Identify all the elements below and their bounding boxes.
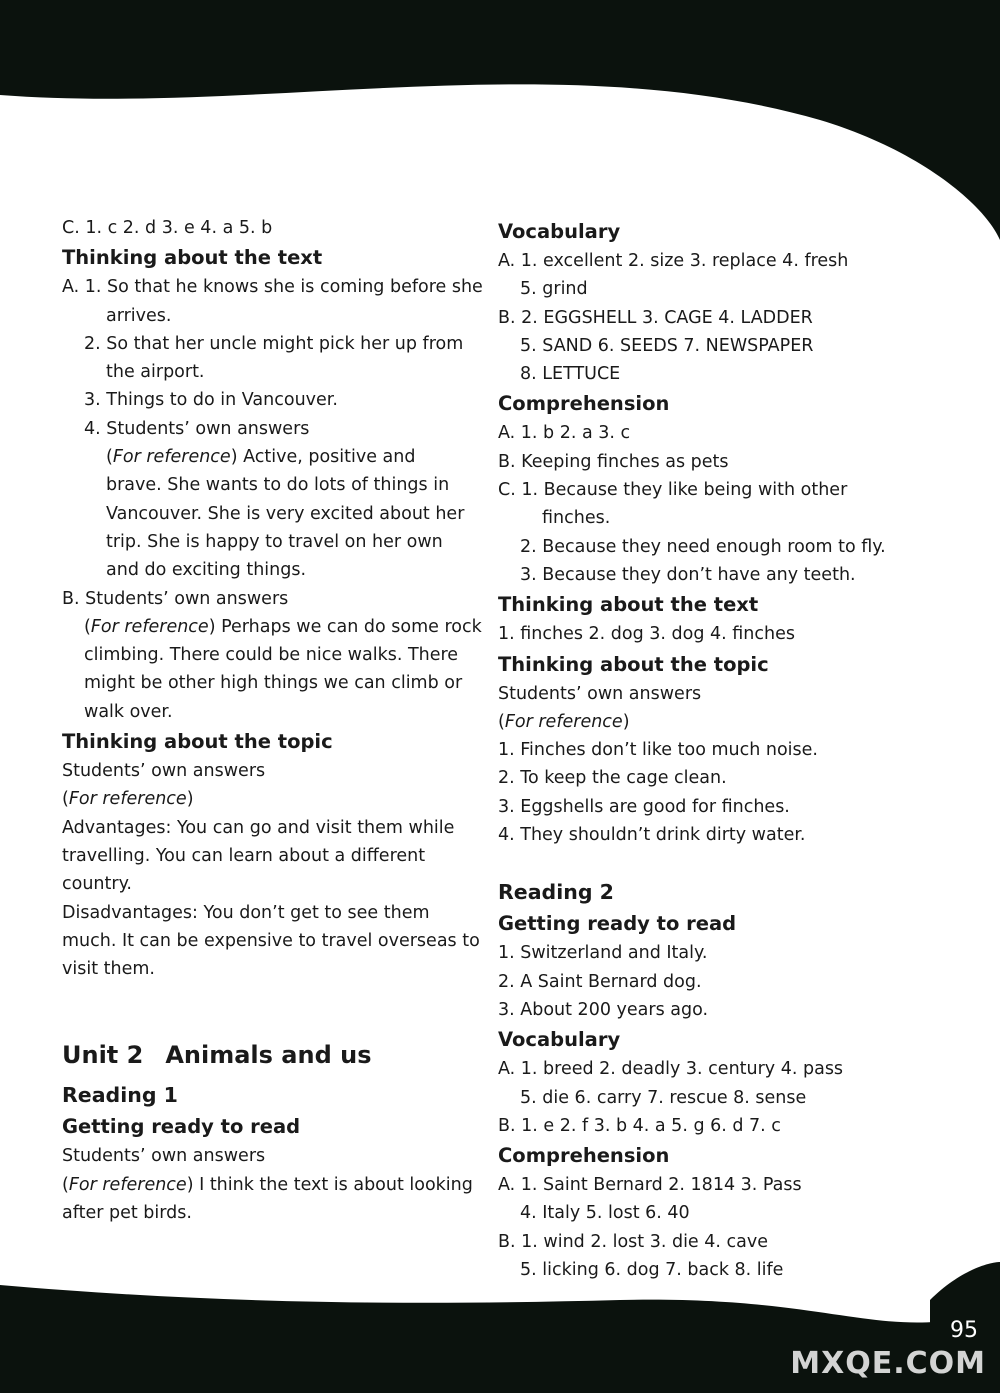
answer-line: 3. About 200 years ago.: [498, 999, 709, 1020]
answer-line: C. 1. Because they like being with other: [498, 480, 848, 501]
answer-line: 2. To keep the cage clean.: [498, 768, 727, 789]
answer-line: 3. Because they don’t have any teeth.: [520, 564, 856, 585]
answer-line: (For reference): [62, 789, 194, 810]
answer-line: (For reference): [498, 711, 630, 732]
answer-line: 4. They shouldn’t drink dirty water.: [498, 825, 806, 846]
answer-line: B. 1. wind 2. lost 3. die 4. cave: [498, 1231, 768, 1252]
answer-line: after pet birds.: [62, 1203, 192, 1224]
answer-line: arrives.: [106, 305, 172, 326]
section-heading: Thinking about the topic: [62, 730, 333, 754]
answer-line: 1. finches 2. dog 3. dog 4. finches: [498, 624, 795, 645]
answer-line: A. 1. breed 2. deadly 3. century 4. pass: [498, 1059, 844, 1080]
answer-line: 1. Switzerland and Italy.: [498, 943, 708, 964]
section-heading: Thinking about the topic: [498, 652, 769, 676]
right-column: [498, 216, 918, 1284]
reference-label: For reference: [504, 711, 623, 732]
answer-line: and do exciting things.: [106, 560, 307, 581]
reference-label: For reference: [90, 616, 209, 637]
answer-line: Students’ own answers: [62, 761, 266, 782]
answer-line: B. Keeping finches as pets: [498, 451, 729, 472]
answer-line: finches.: [542, 508, 611, 529]
section-heading: Thinking about the text: [498, 593, 759, 617]
reference-label: For reference: [68, 1174, 187, 1195]
answer-line: Disadvantages: You don’t get to see them: [62, 902, 430, 923]
answer-line: the airport.: [106, 362, 205, 383]
watermark: MXQE.COM: [790, 1346, 986, 1381]
answer-line: 3. Eggshells are good for finches.: [498, 796, 790, 817]
section-heading: Vocabulary: [498, 1028, 621, 1052]
answer-line: country.: [62, 874, 132, 895]
answer-line: travelling. You can learn about a different: [62, 845, 426, 866]
answer-line: 5. licking 6. dog 7. back 8. life: [520, 1260, 784, 1281]
reading-heading: Reading 2: [498, 880, 614, 905]
answer-line: Advantages: You can go and visit them while: [62, 817, 455, 838]
answer-line: visit them.: [62, 959, 155, 980]
answer-line: 1. Finches don’t like too much noise.: [498, 740, 818, 761]
section-heading: Thinking about the text: [62, 246, 323, 270]
section-heading: Getting ready to read: [62, 1115, 301, 1139]
answer-line: Students’ own answers: [498, 683, 702, 704]
unit-title: Unit 2 Animals and us: [62, 1041, 372, 1070]
answer-line: 4. Italy 5. lost 6. 40: [520, 1203, 690, 1224]
answer-line: C. 1. c 2. d 3. e 4. a 5. b: [62, 218, 273, 238]
reading-heading: Reading 1: [62, 1083, 178, 1108]
answer-line: 2. Because they need enough room to fly.: [520, 536, 886, 557]
answer-line: brave. She wants to do lots of things in: [106, 475, 450, 496]
answer-line: 5. grind: [520, 279, 588, 300]
answer-line: 2. A Saint Bernard dog.: [498, 971, 702, 992]
answer-line: 2. So that her uncle might pick her up from: [84, 333, 464, 354]
answer-line: Students’ own answers: [62, 1146, 266, 1167]
section-heading: Vocabulary: [498, 220, 621, 243]
answer-line: 3. Things to do in Vancouver.: [84, 390, 338, 411]
answer-line: 8. LETTUCE: [520, 364, 621, 385]
answer-line: much. It can be expensive to travel overseas to: [62, 930, 480, 951]
reference-label: For reference: [68, 789, 187, 810]
answer-line: B. 2. EGGSHELL 3. CAGE 4. LADDER: [498, 307, 813, 328]
answer-line: 5. SAND 6. SEEDS 7. NEWSPAPER: [520, 335, 814, 356]
answer-line: B. Students’ own answers: [62, 588, 289, 609]
section-heading: Getting ready to read: [498, 912, 737, 936]
answer-line: walk over.: [84, 701, 173, 722]
answer-line: climbing. There could be nice walks. There: [84, 645, 459, 666]
answer-line: (For reference) I think the text is about looking: [62, 1174, 473, 1195]
answer-line: (For reference) Perhaps we can do some rock: [84, 616, 482, 637]
answer-line: 5. die 6. carry 7. rescue 8. sense: [520, 1087, 807, 1108]
answer-line: A. 1. Saint Bernard 2. 1814 3. Pass: [498, 1175, 802, 1196]
answer-line: A. 1. b 2. a 3. c: [498, 423, 631, 444]
left-column: [62, 214, 482, 1227]
section-heading: Comprehension: [498, 392, 670, 416]
answer-line: 4. Students’ own answers: [84, 418, 310, 439]
answer-line: might be other high things we can climb or: [84, 673, 463, 694]
answer-line: (For reference) Active, positive and: [106, 447, 416, 468]
page-number: 95: [950, 1318, 978, 1343]
answer-line: Vancouver. She is very excited about her: [106, 503, 465, 524]
answer-line: A. 1. excellent 2. size 3. replace 4. fresh: [498, 251, 849, 271]
answer-line: B. 1. e 2. f 3. b 4. a 5. g 6. d 7. c: [498, 1115, 781, 1136]
reference-label: For reference: [112, 447, 231, 468]
answer-line: A. 1. So that he knows she is coming before she: [62, 277, 483, 298]
section-heading: Comprehension: [498, 1144, 670, 1168]
answer-line: trip. She is happy to travel on her own: [106, 531, 443, 552]
